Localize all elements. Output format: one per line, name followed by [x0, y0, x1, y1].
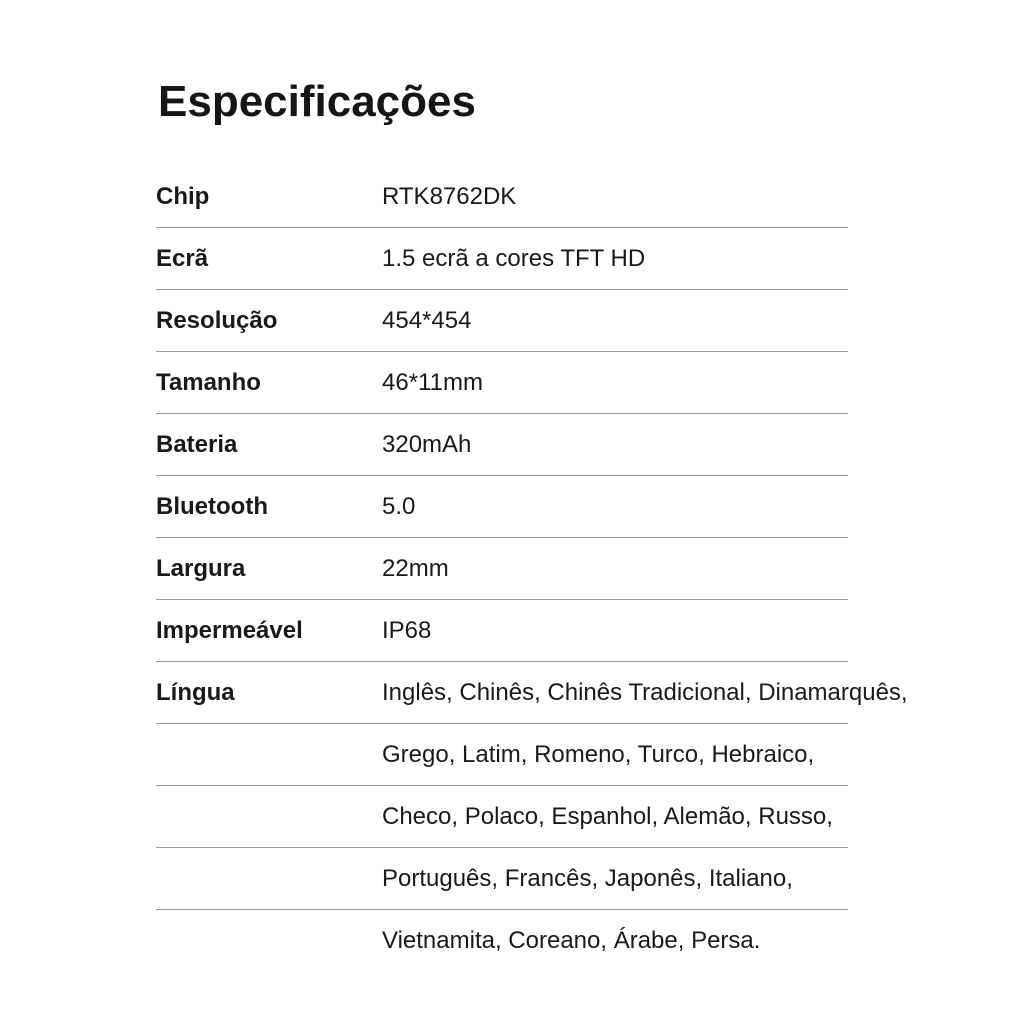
spec-table [156, 166, 908, 972]
spec-row-waterproof [156, 600, 848, 662]
spec-value: 320mAh [382, 431, 472, 458]
spec-value: Grego, Latim, Romeno, Turco, Hebraico, [382, 741, 815, 768]
spec-value: Português, Francês, Japonês, Italiano, [382, 865, 793, 892]
spec-value: 46*11mm [382, 369, 483, 396]
spec-value: 1.5 ecrã a cores TFT HD [382, 245, 646, 272]
spec-row-language [156, 662, 908, 724]
spec-label: Resolução [156, 307, 278, 334]
spec-value: 454*454 [382, 307, 472, 334]
spec-label: Língua [156, 679, 235, 706]
spec-label: Bluetooth [156, 493, 268, 520]
spec-label: Largura [156, 555, 246, 582]
spec-row-language-cont [156, 848, 848, 910]
spec-value: RTK8762DK [382, 183, 517, 210]
spec-row-bluetooth [156, 476, 848, 538]
spec-label: Impermeável [156, 617, 303, 644]
spec-label: Chip [156, 183, 210, 210]
spec-value: 22mm [382, 555, 449, 582]
spec-row-width [156, 538, 848, 600]
spec-row-size [156, 352, 848, 414]
spec-value: Checo, Polaco, Espanhol, Alemão, Russo, [382, 803, 833, 830]
spec-label: Bateria [156, 431, 238, 458]
spec-row-chip [156, 166, 848, 228]
spec-row-screen [156, 228, 848, 290]
spec-row-resolution [156, 290, 848, 352]
spec-row-language-cont [156, 786, 848, 848]
page-title: Especificações [158, 77, 476, 126]
spec-value: Vietnamita, Coreano, Árabe, Persa. [382, 927, 761, 954]
spec-value: Inglês, Chinês, Chinês Tradicional, Dinamarquês, [382, 679, 908, 706]
spec-row-battery [156, 414, 848, 476]
spec-label: Tamanho [156, 369, 261, 396]
spec-value: 5.0 [382, 493, 416, 520]
spec-value: IP68 [382, 617, 432, 644]
spec-row-language-cont [156, 910, 848, 972]
spec-row-language-cont [156, 724, 848, 786]
spec-label: Ecrã [156, 245, 209, 272]
